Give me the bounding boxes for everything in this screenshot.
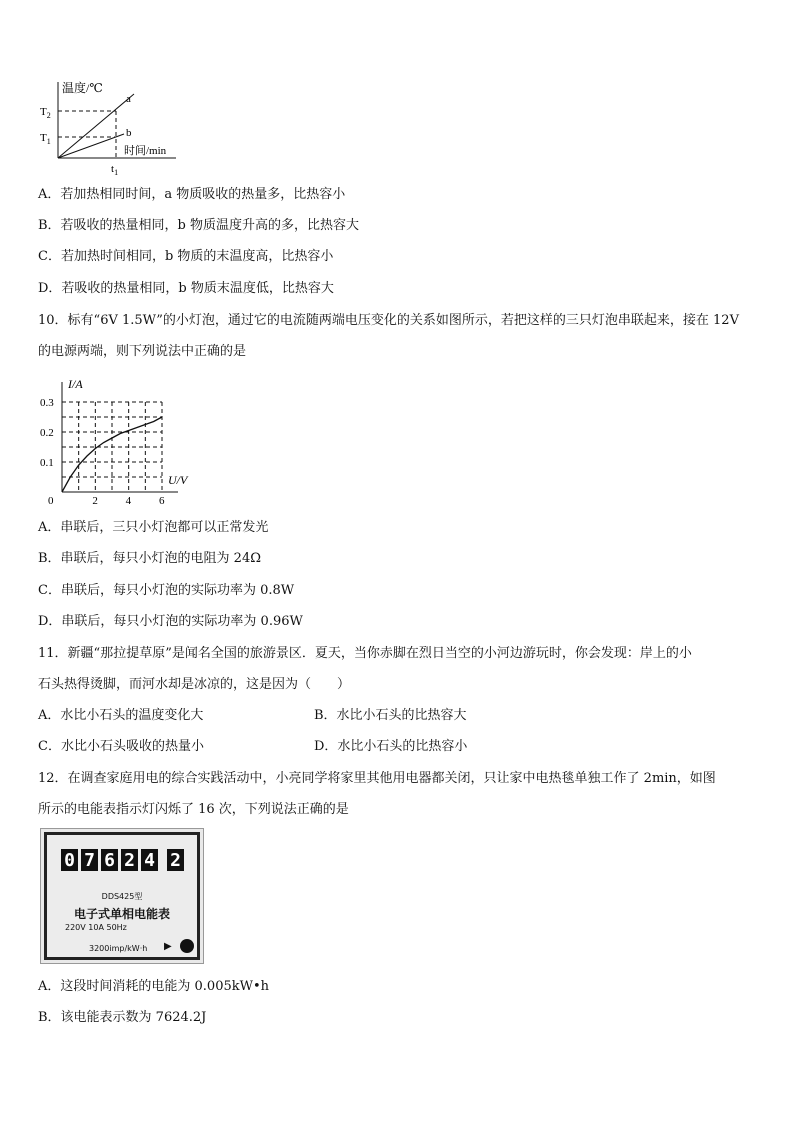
meter-rating: 220V 10A 50Hz xyxy=(65,923,127,932)
meter-model: DDS425型 xyxy=(101,892,143,901)
meter-digit: 7 xyxy=(81,849,98,871)
q11-option-b: B．水比小石头的比热容大 xyxy=(314,708,467,723)
line-b-label: b xyxy=(126,127,132,139)
q9-option-c: C．若加热时间相同，b 物质的末温度高，比热容小 xyxy=(38,249,334,264)
y-tick-label: 0.3 xyxy=(40,397,54,409)
current-voltage-chart xyxy=(36,374,206,506)
x-tick-label: 6 xyxy=(159,495,165,507)
line-b xyxy=(58,134,124,158)
q12-stem-line2: 所示的电能表指示灯闪烁了 16 次，下列说法正确的是 xyxy=(38,802,349,817)
arrow-icon: ▶ xyxy=(164,941,172,952)
electric-meter-image xyxy=(40,828,204,964)
line-a-label: a xyxy=(126,93,131,105)
q11-option-c: C．水比小石头吸收的热量小 xyxy=(38,739,204,754)
y-tick-label: 0.1 xyxy=(40,457,54,469)
meter-digit: 6 xyxy=(101,849,118,871)
q10-stem-line2: 的电源两端，则下列说法中正确的是 xyxy=(38,344,247,359)
temperature-time-graph xyxy=(36,76,186,178)
q10-option-a: A．串联后，三只小灯泡都可以正常发光 xyxy=(38,520,269,535)
q10-option-c: C．串联后，每只小灯泡的实际功率为 0.8W xyxy=(38,583,295,598)
tick-T2: $T_2$ xyxy=(40,106,51,120)
q10-stem-line1: 10．标有“6V 1.5W”的小灯泡，通过它的电流随两端电压变化的关系如图所示，若把这样的三只灯泡串联起来，接在 12V xyxy=(38,313,739,328)
meter-digit-decimal: 2 xyxy=(167,849,184,871)
x-tick-label: 2 xyxy=(92,495,98,507)
meter-digits xyxy=(61,849,184,871)
q12-option-a: A．这段时间消耗的电能为 0.005kW•h xyxy=(38,979,270,994)
indicator-led-icon xyxy=(180,939,194,953)
line-a xyxy=(58,94,134,158)
q11-stem-line1: 11．新疆“那拉提草原”是闻名全国的旅游景区．夏天，当你赤脚在烈日当空的小河边游玩时，你会发现：岸上的小 xyxy=(38,646,692,661)
q10-option-b: B．串联后，每只小灯泡的电阻为 24Ω xyxy=(38,551,262,566)
tick-T1: $T_1$ xyxy=(40,132,51,146)
q10-option-d: D．串联后，每只小灯泡的实际功率为 0.96W xyxy=(38,614,303,629)
x-tick-label: 0 xyxy=(48,495,54,507)
q12-option-b: B．该电能表示数为 7624.2J xyxy=(38,1010,207,1025)
x-axis-label: 时间/min xyxy=(124,145,167,157)
q9-option-d: D．若吸收的热量相同，b 物质末温度低，比热容大 xyxy=(38,281,334,296)
q11-stem-line2: 石头热得烫脚，而河水却是冰凉的，这是因为（ ） xyxy=(38,677,351,692)
q9-option-b: B．若吸收的热量相同，b 物质温度升高的多，比热容大 xyxy=(38,218,360,233)
y-tick-label: 0.2 xyxy=(40,427,54,439)
q12-stem-line1: 12．在调查家庭用电的综合实践活动中，小亮同学将家里其他用电器都关闭，只让家中电热毯单独工作了 2min，如图 xyxy=(38,771,716,786)
meter-digit: 0 xyxy=(61,849,78,871)
meter-panel xyxy=(44,832,200,960)
x-tick-label: 4 xyxy=(125,495,132,507)
chart-xlabel: U/V xyxy=(168,473,188,487)
meter-title: 电子式单相电能表 xyxy=(73,907,170,921)
meter-digit: 4 xyxy=(141,849,158,871)
tick-t1: $t_1$ xyxy=(111,163,119,177)
q11-option-a: A．水比小石头的温度变化大 xyxy=(38,708,204,723)
chart-ylabel: I/A xyxy=(68,377,83,391)
meter-digit: 2 xyxy=(121,849,138,871)
y-axis-label: 温度/℃ xyxy=(62,81,103,95)
q9-option-a: A．若加热相同时间，a 物质吸收的热量多，比热容小 xyxy=(38,187,346,202)
q11-option-d: D．水比小石头的比热容小 xyxy=(314,739,468,754)
meter-constant: 3200imp/kW·h xyxy=(89,944,148,953)
